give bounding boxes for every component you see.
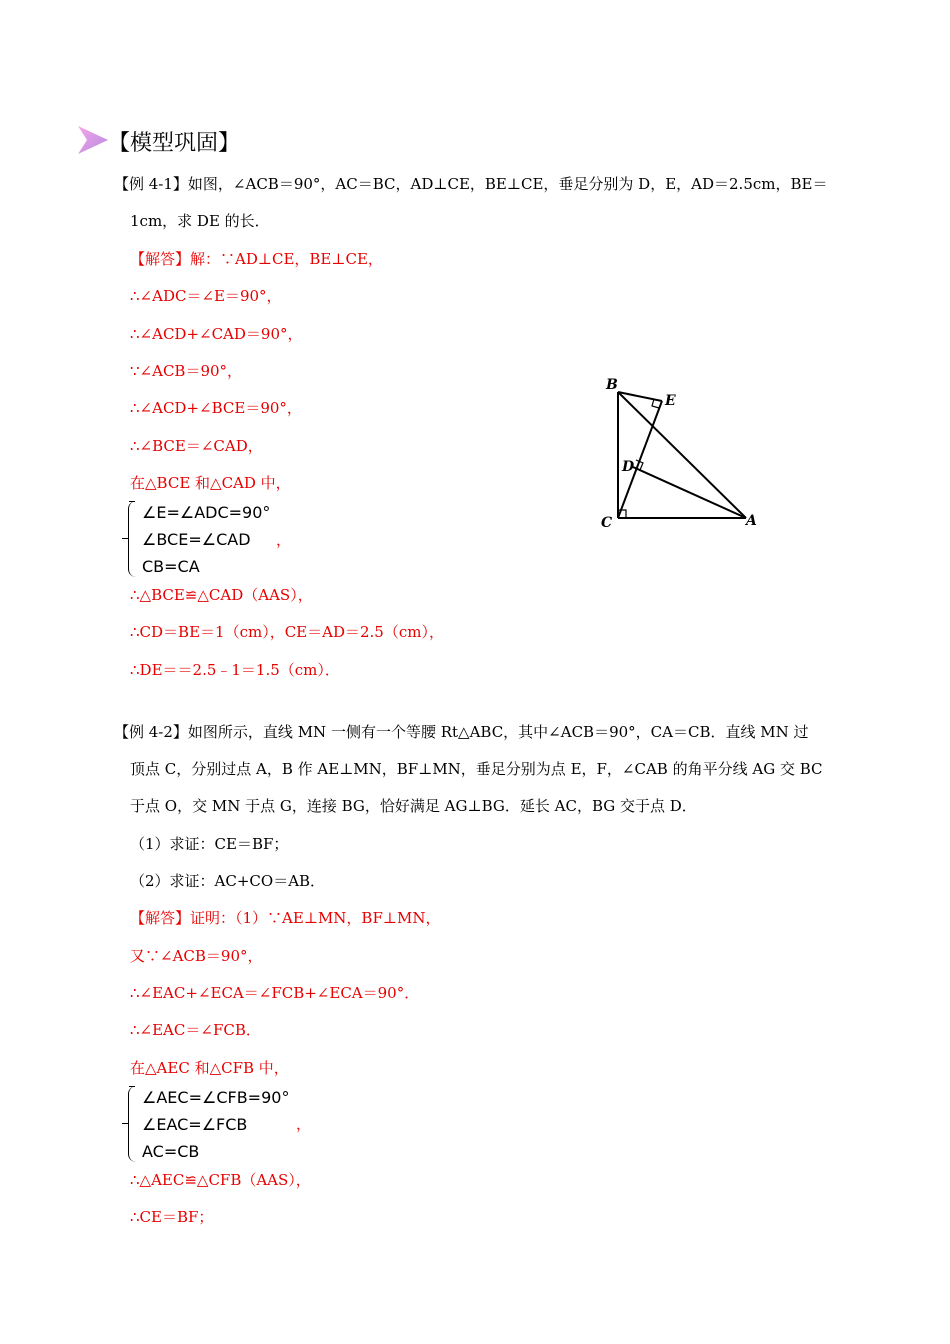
ex2-solution-line7: ∴CE＝BF； (130, 1208, 214, 1226)
brace-icon (128, 1086, 137, 1162)
ex2-brace-row3: AC=CB (142, 1142, 200, 1161)
ex1-solution-line4: ∵∠ACB＝90°， (130, 362, 243, 380)
ex1-brace-row2: ∠BCE=∠CAD (142, 530, 251, 549)
ex1-solution-line8: ∴△BCE≌△CAD（AAS）， (130, 586, 313, 604)
ex1-solution-line9: ∴CD＝BE＝1（cm），CE＝AD＝2.5（cm）， (130, 623, 444, 641)
ex1-question-line2: 1cm，求 DE 的长． (130, 212, 270, 230)
ex2-solution-line4: ∴∠EAC＝∠FCB． (130, 1021, 261, 1039)
ex1-question-line1: 【例 4-1】如图，∠ACB＝90°，AC＝BC，AD⊥CE，BE⊥CE，垂足分别为 D，E，AD＝2.5cm，BE＝ (114, 175, 828, 193)
label-a: A (746, 513, 757, 529)
ex2-solution-line5: 在△AEC 和△CFB 中， (130, 1059, 289, 1077)
ex1-solution-line10: ∴DE＝＝2.5﹣1＝1.5（cm）． (130, 661, 340, 679)
ex2-part1: （1）求证：CE＝BF； (130, 835, 289, 853)
label-e: E (665, 393, 676, 409)
ex1-solution-line1 (130, 249, 383, 269)
segment-ad (633, 467, 746, 518)
answer-label: 【解答】 (130, 250, 191, 268)
ex1-brace-system (142, 499, 270, 580)
ex2-question-line1: 【例 4-2】如图所示，直线 MN 一侧有一个等腰 Rt△ABC，其中∠ACB＝90°，CA＝CB．直线 MN 过 (114, 723, 809, 741)
label-d: D (622, 459, 635, 475)
ex2-brace-row1: ∠AEC=∠CFB=90° (142, 1088, 290, 1107)
answer-label: 【解答】 (130, 909, 191, 927)
ex2-solution-line6: ∴△AEC≌△CFB（AAS）， (130, 1171, 311, 1189)
ex2-solution-line1 (130, 908, 440, 928)
ex1-solution-line3: ∴∠ACD+∠CAD＝90°， (130, 325, 303, 343)
section-title: 【模型巩固】 (108, 131, 241, 156)
ex2-brace-system (142, 1084, 289, 1165)
ex2-part2: （2）求证：AC+CO＝AB． (130, 872, 326, 890)
ex1-figure (596, 372, 766, 536)
ex1-solution-line2: ∴∠ADC＝∠E＝90°， (130, 287, 282, 305)
ex2-question-line2: 顶点 C，分别过点 A，B 作 AE⊥MN，BF⊥MN，垂足分别为点 E，F，∠CAB 的角平分线 AG 交 BC (130, 760, 823, 778)
ex1-solution-line5: ∴∠ACD+∠BCE＝90°， (130, 399, 302, 417)
section-arrow-icon (76, 124, 110, 160)
label-b: B (606, 377, 618, 393)
segment-ba (618, 392, 746, 518)
ex1-brace-row1: ∠E=∠ADC=90° (142, 503, 271, 522)
ex1-brace-row3: CB=CA (142, 557, 200, 576)
ex2-solution-line2: 又∵∠ACB＝90°， (130, 947, 263, 965)
ex2-solution-line3: ∴∠EAC+∠ECA＝∠FCB+∠ECA＝90°． (130, 984, 420, 1002)
ex1-solution-line6: ∴∠BCE＝∠CAD， (130, 437, 263, 455)
label-c: C (601, 515, 613, 531)
ex2-solution-start: 证明：（1）∵AE⊥MN，BF⊥MN， (190, 909, 441, 927)
ex2-brace-row2: ∠EAC=∠FCB (142, 1115, 248, 1134)
ex1-solution-line7: 在△BCE 和△CAD 中， (130, 474, 291, 492)
brace-icon (128, 501, 137, 577)
ex2-brace-tail: ， (296, 1115, 312, 1133)
ex1-brace-tail: ， (276, 531, 292, 549)
ex2-question-line3: 于点 O，交 MN 于点 G，连接 BG，恰好满足 AG⊥BG．延长 AC，BG 交于点 D． (130, 797, 697, 815)
ex1-solution-start: 解：∵AD⊥CE，BE⊥CE， (190, 250, 383, 268)
